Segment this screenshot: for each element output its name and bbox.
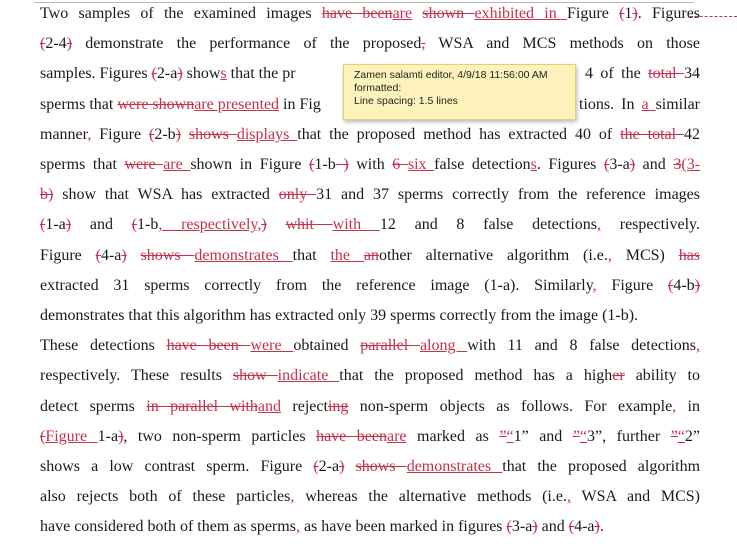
- tracked-deletion: an: [363, 246, 379, 264]
- text-run: 3-a: [511, 518, 533, 536]
- tracked-deletion: ): [121, 246, 127, 264]
- text-run: false detection: [434, 156, 531, 173]
- text-run: [181, 126, 189, 143]
- text-run: manner: [40, 125, 88, 143]
- tracked-deletion: ): [532, 518, 538, 536]
- text-run: as have been marked in figures: [299, 518, 507, 536]
- text-run: . Figures: [637, 5, 701, 22]
- text-run: 4-a: [574, 518, 595, 536]
- text-run: 1-b: [314, 156, 336, 173]
- document-line: [40, 306, 700, 326]
- tracked-deletion: ): [632, 5, 638, 22]
- text-run: and: [537, 518, 569, 536]
- text-run: have considered both of them as sperms: [40, 518, 296, 536]
- tracked-deletion: (: [151, 65, 157, 83]
- text-run: ability to: [624, 367, 700, 385]
- document-line: [40, 517, 700, 537]
- text-run: Figure: [567, 5, 620, 22]
- tracked-deletion: er: [612, 367, 625, 385]
- text-run: [344, 458, 355, 475]
- document-line: [40, 246, 700, 266]
- text-run: Figure: [91, 125, 149, 143]
- tracked-deletion: were: [124, 156, 164, 173]
- text-run: shown in Figure: [190, 156, 310, 173]
- document-line: [40, 125, 700, 145]
- text-run: that the proposed method has a high: [339, 367, 613, 385]
- tracked-deletion: ”: [572, 427, 580, 445]
- text-run: 12 and 8 false detections: [379, 216, 597, 234]
- tracked-deletion: (: [40, 427, 46, 445]
- tracked-deletion: ): [65, 216, 72, 234]
- text-run: 4 of the: [585, 65, 649, 83]
- document-line-tail: [579, 95, 700, 115]
- text-run: 4-a: [100, 246, 122, 264]
- comment-author-time: Zamen salamti editor, 4/9/18 11:56:00 AM: [354, 69, 548, 81]
- tracked-deletion: (: [309, 156, 315, 173]
- tracked-deletion: shows: [355, 458, 407, 475]
- tracked-deletion: have been: [166, 337, 251, 355]
- text-run: WSA and MCS): [570, 488, 701, 506]
- text-run: Figure: [40, 246, 96, 264]
- tracked-deletion: in parallel with: [146, 397, 258, 415]
- text-run: demonstrate the performance of the proposed: [71, 35, 422, 53]
- text-run: 1-b: [137, 216, 159, 234]
- comment-connector-line: [690, 16, 737, 17]
- tracked-insertion: demonstrates: [194, 246, 293, 264]
- text-run: [412, 5, 422, 22]
- tracked-insertion: a: [641, 95, 656, 113]
- tracked-deletion: has: [678, 246, 701, 264]
- tracked-deletion: ): [339, 458, 345, 475]
- tracked-insertion: with: [332, 216, 380, 234]
- text-run: These detections: [40, 337, 167, 355]
- document-line-tail: [585, 64, 700, 84]
- tracked-insertion: ,: [290, 488, 295, 506]
- tracked-deletion: the total: [620, 125, 685, 143]
- text-run: show that WSA has extracted: [53, 186, 279, 204]
- tracked-deletion: ”: [499, 427, 507, 445]
- tracked-deletion: ): [694, 276, 700, 294]
- tracked-insertion: s: [530, 156, 537, 173]
- tracked-deletion: shows: [140, 246, 195, 264]
- tracked-deletion: ): [66, 35, 72, 53]
- text-run: 1-a: [45, 216, 66, 234]
- text-run: with 11 and 8 false detections: [467, 337, 697, 355]
- tracked-deletion: have been: [321, 5, 393, 22]
- tracked-deletion: show: [232, 367, 278, 385]
- text-run: also rejects both of these particles: [40, 488, 291, 506]
- document-line: [40, 397, 700, 417]
- tracked-deletion: ): [335, 156, 349, 173]
- text-run: whereas the alternative methods (i.e.: [294, 488, 567, 506]
- text-run: . Figures: [536, 156, 604, 173]
- text-run: Figure: [596, 276, 669, 294]
- tracked-insertion: ,: [592, 276, 597, 294]
- tracked-deletion: ): [177, 65, 183, 83]
- text-run: 34: [684, 65, 700, 83]
- tracked-insertion: are: [392, 5, 413, 22]
- tracked-insertion: ,: [87, 125, 92, 143]
- document-line: [40, 427, 700, 447]
- tracked-insertion: six: [407, 156, 435, 173]
- text-run: obtained: [293, 337, 361, 355]
- text-run: that the proposed algorithm: [502, 458, 701, 475]
- tracked-deletion: ): [118, 427, 124, 445]
- tracked-insertion: indicate: [277, 367, 340, 385]
- text-run: 2-a: [156, 65, 178, 83]
- text-run: show: [182, 65, 221, 83]
- text-run: similar: [655, 95, 700, 113]
- text-run: 2-4: [45, 35, 67, 53]
- text-run: other alternative algorithm (i.e.: [378, 246, 608, 264]
- tracked-deletion: (: [506, 518, 512, 536]
- tracked-insertion: ,: [672, 397, 677, 415]
- tracked-deletion: (: [619, 5, 625, 22]
- tracked-deletion: 3: [673, 156, 682, 173]
- tracked-insertion: are presented: [194, 95, 280, 113]
- text-run: 31 and 37 sperms correctly from the reference images: [316, 186, 700, 204]
- text-run: 1-a: [97, 427, 119, 445]
- tracked-deletion: (: [95, 246, 101, 264]
- tracked-insertion: are: [163, 156, 191, 173]
- document-line: [40, 215, 700, 235]
- tracked-deletion: whit: [285, 216, 333, 234]
- text-run: and: [635, 156, 674, 173]
- text-run: sperms that: [40, 95, 118, 113]
- document-line: [40, 185, 700, 205]
- tracked-insertion: “: [506, 427, 514, 445]
- document-line: [40, 366, 700, 386]
- tracked-insertion: Figure: [45, 427, 98, 445]
- page-top-rule: [34, 2, 694, 3]
- tracked-insertion: the: [330, 246, 364, 264]
- tracked-deletion: (: [148, 125, 155, 143]
- text-run: in Fig: [279, 95, 321, 113]
- comment-label: formatted:: [354, 82, 402, 94]
- text-run: with: [348, 156, 393, 173]
- tracked-deletion: (: [40, 35, 46, 53]
- document-line: [40, 336, 700, 356]
- document-line: [40, 276, 700, 296]
- comment-balloon[interactable]: [343, 64, 576, 120]
- text-run: in: [676, 397, 700, 415]
- tracked-deletion: ): [261, 216, 267, 234]
- tracked-deletion: (: [568, 518, 575, 536]
- tracked-deletion: ”: [670, 427, 678, 445]
- tracked-deletion: (: [668, 276, 674, 294]
- document-line: [40, 487, 700, 507]
- text-run: 1” and: [513, 427, 573, 445]
- text-run: , two non-sperm particles: [123, 427, 317, 445]
- text-run: respectively. These results: [40, 367, 233, 385]
- document-line: [40, 4, 700, 24]
- text-run: respectively.: [601, 216, 701, 234]
- text-run: tions. In: [579, 95, 642, 113]
- tracked-insertion: displays: [236, 125, 298, 143]
- text-run: that the pr: [226, 65, 296, 83]
- tracked-insertion: “: [677, 427, 685, 445]
- tracked-deletion: only: [278, 186, 317, 204]
- tracked-insertion: demonstrates: [406, 458, 503, 475]
- tracked-deletion: (: [604, 156, 610, 173]
- text-run: non-sperm objects as follows. For example: [348, 397, 673, 415]
- text-run: 2-a: [318, 458, 340, 475]
- text-run: shows a low contrast sperm. Figure: [40, 458, 314, 475]
- text-run: [127, 247, 141, 264]
- text-run: 3-a: [609, 156, 630, 173]
- tracked-insertion: (3-: [681, 156, 701, 173]
- tracked-deletion: have been: [316, 427, 387, 445]
- text-run: WSA and MCS methods on those: [425, 35, 700, 53]
- tracked-deletion: shows: [188, 125, 237, 143]
- text-run: Two samples of the examined images: [40, 5, 322, 22]
- text-run: MCS): [611, 246, 679, 264]
- text-run: 1: [624, 5, 633, 22]
- tracked-deletion: (: [131, 216, 138, 234]
- document-line: [40, 34, 700, 54]
- tracked-deletion: (: [40, 216, 46, 234]
- text-run: 4-b: [673, 276, 695, 294]
- text-run: samples. Figures: [40, 65, 152, 83]
- text-run: 3”, further: [587, 427, 671, 445]
- tracked-deletion: ): [175, 125, 181, 143]
- document-line: [40, 155, 700, 175]
- text-run: that the proposed method has extracted 40 of: [297, 125, 621, 143]
- tracked-insertion: s: [220, 65, 227, 83]
- text-run: and: [71, 216, 132, 234]
- tracked-deletion: shown: [422, 5, 475, 22]
- text-run: .: [599, 518, 604, 536]
- tracked-insertion: and: [257, 397, 282, 415]
- tracked-insertion: ,: [696, 337, 701, 355]
- text-run: that: [292, 246, 331, 264]
- text-run: demonstrates that this algorithm has extracted only 39 sperms correctly from the image (1-b).: [40, 307, 639, 324]
- tracked-insertion: were: [250, 337, 294, 355]
- tracked-deletion: ): [629, 156, 636, 173]
- tracked-insertion: , respectively,: [158, 216, 262, 234]
- text-run: 42: [684, 125, 701, 143]
- tracked-deletion: (: [313, 458, 319, 475]
- tracked-insertion: ,: [566, 488, 571, 506]
- text-run: 2”: [684, 427, 701, 445]
- text-run: 2-b: [154, 125, 176, 143]
- text-run: sperms that: [40, 156, 125, 173]
- tracked-insertion: “: [579, 427, 588, 445]
- text-run: [267, 216, 286, 233]
- tracked-deletion: ,: [421, 35, 426, 53]
- tracked-insertion: ,: [597, 216, 601, 234]
- tracked-deletion: ing: [327, 397, 349, 415]
- tracked-insertion: ,: [607, 246, 612, 264]
- tracked-deletion: were shown: [117, 95, 195, 113]
- tracked-insertion: ,: [295, 518, 300, 536]
- tracked-deletion: 6: [392, 156, 408, 173]
- tracked-insertion: are: [386, 427, 407, 445]
- tracked-deletion: total: [648, 65, 684, 83]
- tracked-insertion: along: [419, 337, 468, 355]
- document-line: [40, 457, 700, 477]
- text-run: marked as: [406, 427, 500, 445]
- tracked-deletion: parallel: [360, 337, 420, 355]
- tracked-deletion: ): [594, 518, 600, 536]
- text-run: reject: [281, 397, 328, 415]
- text-run: extracted 31 sperms correctly from the reference image (1-a). Similarly: [40, 276, 593, 294]
- comment-detail: Line spacing: 1.5 lines: [354, 95, 458, 107]
- tracked-insertion: exhibited in: [474, 5, 568, 22]
- tracked-deletion: b): [40, 186, 54, 204]
- text-run: detect sperms: [40, 397, 147, 415]
